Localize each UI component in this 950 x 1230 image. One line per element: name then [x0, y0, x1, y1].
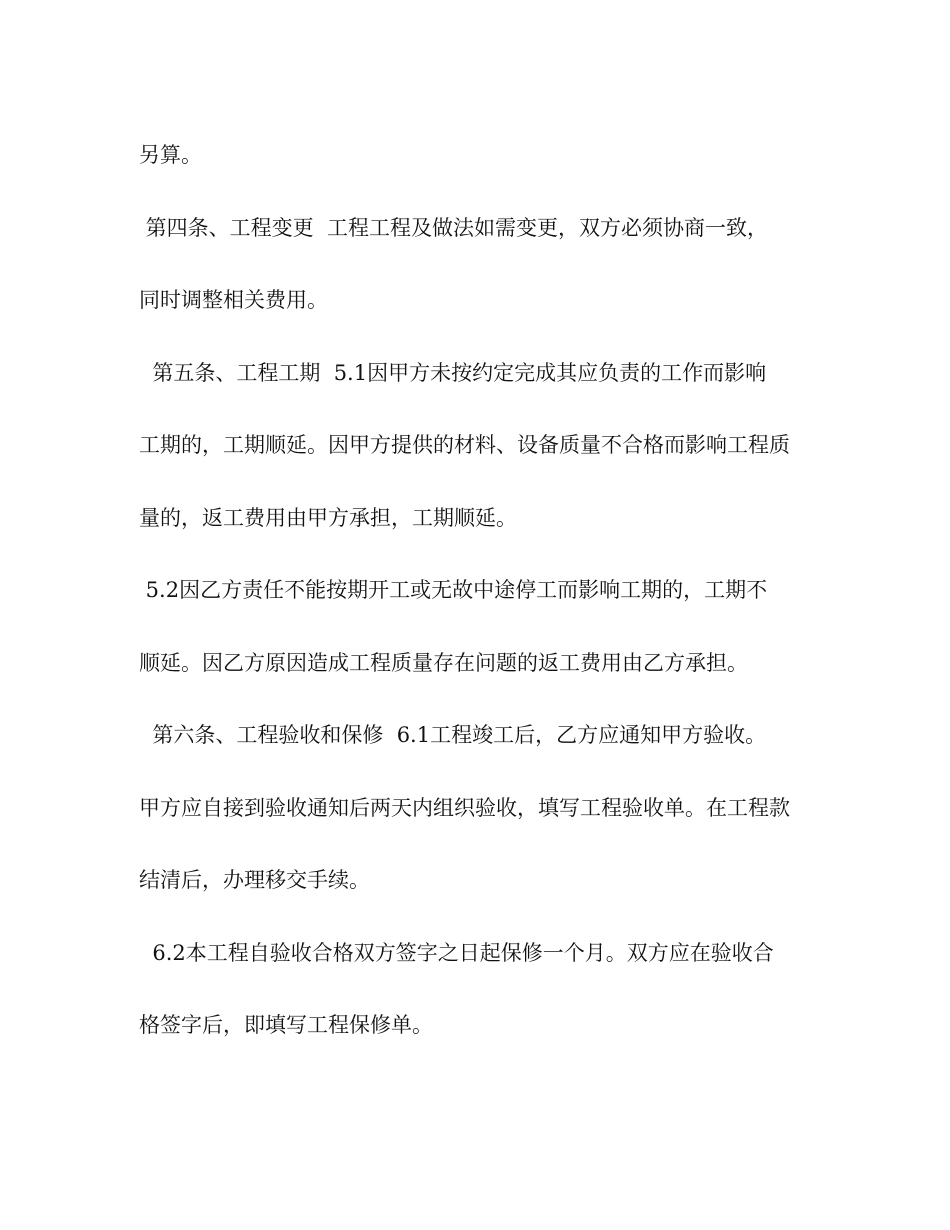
text-line: 同时调整相关费用。	[139, 288, 328, 312]
text-line: 甲方应自接到验收通知后两天内组织验收，填写工程验收单。在工程款	[139, 796, 790, 820]
text-line: 第四条、工程变更 工程工程及做法如需变更，双方必须协商一致，	[139, 216, 769, 240]
text-line: 工期的，工期顺延。因甲方提供的材料、设备质量不合格而影响工程质	[139, 433, 790, 457]
text-line: 6.2本工程自验收合格双方签字之日起保修一个月。双方应在验收合	[139, 941, 774, 965]
text-line: 结清后，办理移交手续。	[139, 868, 370, 892]
text-line: 第六条、工程验收和保修 6.1工程竣工后，乙方应通知甲方验收。	[139, 723, 767, 747]
text-line: 格签字后，即填写工程保修单。	[139, 1013, 433, 1037]
text-line: 第五条、工程工期 5.1因甲方未按约定完成其应负责的工作而影响	[139, 361, 767, 385]
text-line: 5.2因乙方责任不能按期开工或无故中途停工而影响工期的，工期不	[139, 578, 768, 602]
text-line: 量的，返工费用由甲方承担，工期顺延。	[139, 506, 517, 530]
text-line: 另算。	[139, 143, 202, 167]
text-line: 顺延。因乙方原因造成工程质量存在问题的返工费用由乙方承担。	[139, 651, 748, 675]
